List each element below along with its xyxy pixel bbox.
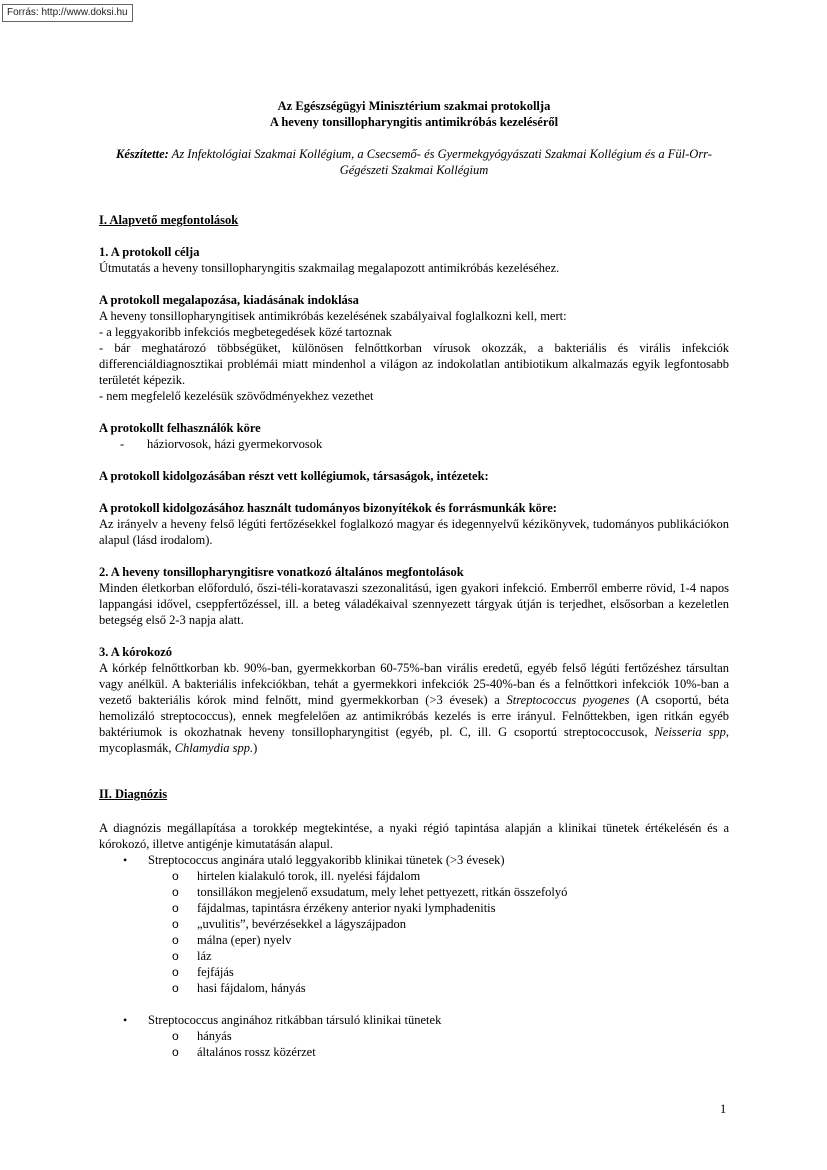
colleges-heading: A protokoll kidolgozásában részt vett kollégiumok, társaságok, intézetek:	[99, 469, 489, 483]
authors-text: Az Infektológiai Szakmai Kollégium, a Csecsemő- és Gyermekgyógyászati Szakmai Kollégium és a Fül-Orr-Gégészeti Szakmai Kollégium	[168, 147, 712, 177]
diagnosis-intro: A diagnózis megállapítása a torokkép megtekintése, a nyaki régió tapintása alapján a klinikai tünetek értékelésén és a kórokozó, illetve antigénje kimutatásán alapul.	[99, 821, 729, 851]
symptom-group-2	[99, 1012, 729, 1060]
bullet-marker: •	[123, 1013, 128, 1027]
pathogen-species-3: Chlamydia spp.	[174, 741, 254, 755]
symptom-text: fájdalmas, tapintásra érzékeny anterior nyaki lymphadenitis	[197, 901, 496, 915]
pathogen-text-part-1: A kórkép felnőttkorban kb. 90%-ban, gyermekkorban 60-75%-ban virális eredetű, egyéb felső légúti fertőzéshez társultan vagy anélkül. A bakteriális infekciókban, tehát a gyermekkori infekciók 25-40%-ban és a felnőttkori infekciók 10%-ban a vezető bakteriális kórok mind felnőtt, mind gyermekkorban (>3 évesek) a	[99, 661, 729, 707]
list-item	[148, 884, 729, 900]
dash-marker: -	[120, 437, 125, 451]
list-item	[148, 868, 729, 884]
sub-marker: o	[172, 885, 179, 899]
pathogen-text-part-4: )	[253, 741, 258, 755]
pathogen-heading: 3. A kórokozó	[99, 645, 173, 659]
goal-heading: 1. A protokoll célja	[99, 245, 200, 259]
basis-line-1: A heveny tonsillopharyngitisek antimikróbás kezelésének szabályaival foglalkozni kell, mert:	[99, 309, 567, 323]
list-item	[148, 1028, 729, 1044]
evidence-text: Az irányelv a heveny felső légúti fertőzésekkel foglalkozó magyar és idegennyelvű kézikönyvek, tudományos publikációkon alapul (lásd irodalom).	[99, 517, 729, 547]
list-item	[148, 1044, 729, 1060]
pathogen-text-part-2: (A csoportú, béta hemolizáló streptococcus), ennek megfelelően az antimikróbás kezelés is erre irányul. Felnőttekben, igen ritkán egyéb baktériumok is okozhatnak heveny tonsillopharyngitist (egyéb, pl. C, ill. G csoportú streptococcusok,	[99, 693, 729, 739]
sub-marker: o	[172, 1029, 179, 1043]
symptom-text: „uvulitis”, bevérzésekkel a lágyszájpadon	[197, 917, 406, 931]
sub-marker: o	[172, 901, 179, 915]
evidence-heading: A protokoll kidolgozásához használt tudományos bizonyítékok és forrásmunkák köre:	[99, 501, 557, 515]
list-item	[148, 980, 729, 996]
list-item	[148, 900, 729, 916]
users-item: háziorvosok, házi gyermekorvosok	[147, 437, 323, 451]
symptom-groups	[99, 852, 729, 1060]
section-2-title: II. Diagnózis	[99, 787, 168, 801]
bullet-marker: •	[123, 853, 128, 867]
symptom-text: tonsillákon megjelenő exsudatum, mely lehet pettyezett, ritkán összefolyó	[197, 885, 568, 899]
sub-marker: o	[172, 949, 179, 963]
group-1-list	[148, 868, 729, 996]
source-watermark: Forrás: http://www.doksi.hu	[2, 4, 133, 22]
title-line-2: A heveny tonsillopharyngitis antimikróbás kezeléséről	[269, 115, 559, 129]
symptom-text: hirtelen kialakuló torok, ill. nyelési fájdalom	[197, 869, 421, 883]
sub-marker: o	[172, 981, 179, 995]
sub-marker: o	[172, 869, 179, 883]
general-heading: 2. A heveny tonsillopharyngitisre vonatkozó általános megfontolások	[99, 565, 464, 579]
group-1-title: Streptococcus anginára utaló leggyakoribb klinikai tünetek (>3 évesek)	[148, 853, 505, 867]
sub-marker: o	[172, 1045, 179, 1059]
symptom-text: általános rossz közérzet	[197, 1045, 316, 1059]
goal-text: Útmutatás a heveny tonsillopharyngitis szakmailag megalapozott antimikróbás kezeléséhez.	[99, 261, 560, 275]
users-list	[120, 436, 729, 452]
list-item	[148, 964, 729, 980]
pathogen-text-part-3: , mycoplasmák,	[99, 725, 730, 755]
group-2-title: Streptococcus anginához ritkábban társuló klinikai tünetek	[148, 1013, 442, 1027]
list-item	[120, 436, 729, 452]
authors	[99, 146, 729, 178]
page-number: 1	[720, 1102, 727, 1116]
symptom-text: hasi fájdalom, hányás	[197, 981, 306, 995]
pathogen-species-1: Streptococcus pyogenes	[506, 693, 630, 707]
list-item	[148, 916, 729, 932]
symptom-text: fejfájás	[197, 965, 234, 979]
symptom-text: hányás	[197, 1029, 232, 1043]
basis-line-2: - a leggyakoribb infekciós megbetegedések közé tartoznak	[99, 325, 392, 339]
list-item	[148, 932, 729, 948]
group-2-list	[148, 1028, 729, 1060]
section-1-title: I. Alapvető megfontolások	[99, 213, 239, 227]
symptom-group-1	[99, 852, 729, 996]
basis-line-4: - nem megfelelő kezelésük szövődményekhez vezethet	[99, 389, 374, 403]
title-line-1: Az Egészségügyi Minisztérium szakmai protokollja	[277, 99, 551, 113]
basis-heading: A protokoll megalapozása, kiadásának indoklása	[99, 293, 359, 307]
symptom-text: málna (eper) nyelv	[197, 933, 292, 947]
sub-marker: o	[172, 933, 179, 947]
pathogen-text	[99, 660, 729, 756]
symptom-text: láz	[197, 949, 212, 963]
list-item	[148, 948, 729, 964]
document-page	[99, 98, 729, 1060]
pathogen-species-2: Neisseria spp	[654, 725, 726, 739]
general-text: Minden életkorban előforduló, őszi-téli-koratavaszi szezonalitású, igen gyakori infekció. Emberről emberre rövid, 1-4 napos lappangási idővel, cseppfertőzéssel, ill. a beteg váladékaival szennyezett tárgyak útján is terjedhet, elsősorban a kezeletlen betegség első 2-3 napja alatt.	[99, 581, 729, 627]
authors-label: Készítette:	[116, 147, 169, 161]
sub-marker: o	[172, 917, 179, 931]
sub-marker: o	[172, 965, 179, 979]
users-heading: A protokollt felhasználók köre	[99, 421, 261, 435]
basis-line-3: - bár meghatározó többségüket, különösen felnőttkorban vírusok okozzák, a bakteriális és virális infekciók differenciáldiagnosztikai problémái miatt mindenhol a világon az indokolatlan antibiotikum alkalmazás egyik legfontosabb területét képezik.	[99, 341, 729, 387]
